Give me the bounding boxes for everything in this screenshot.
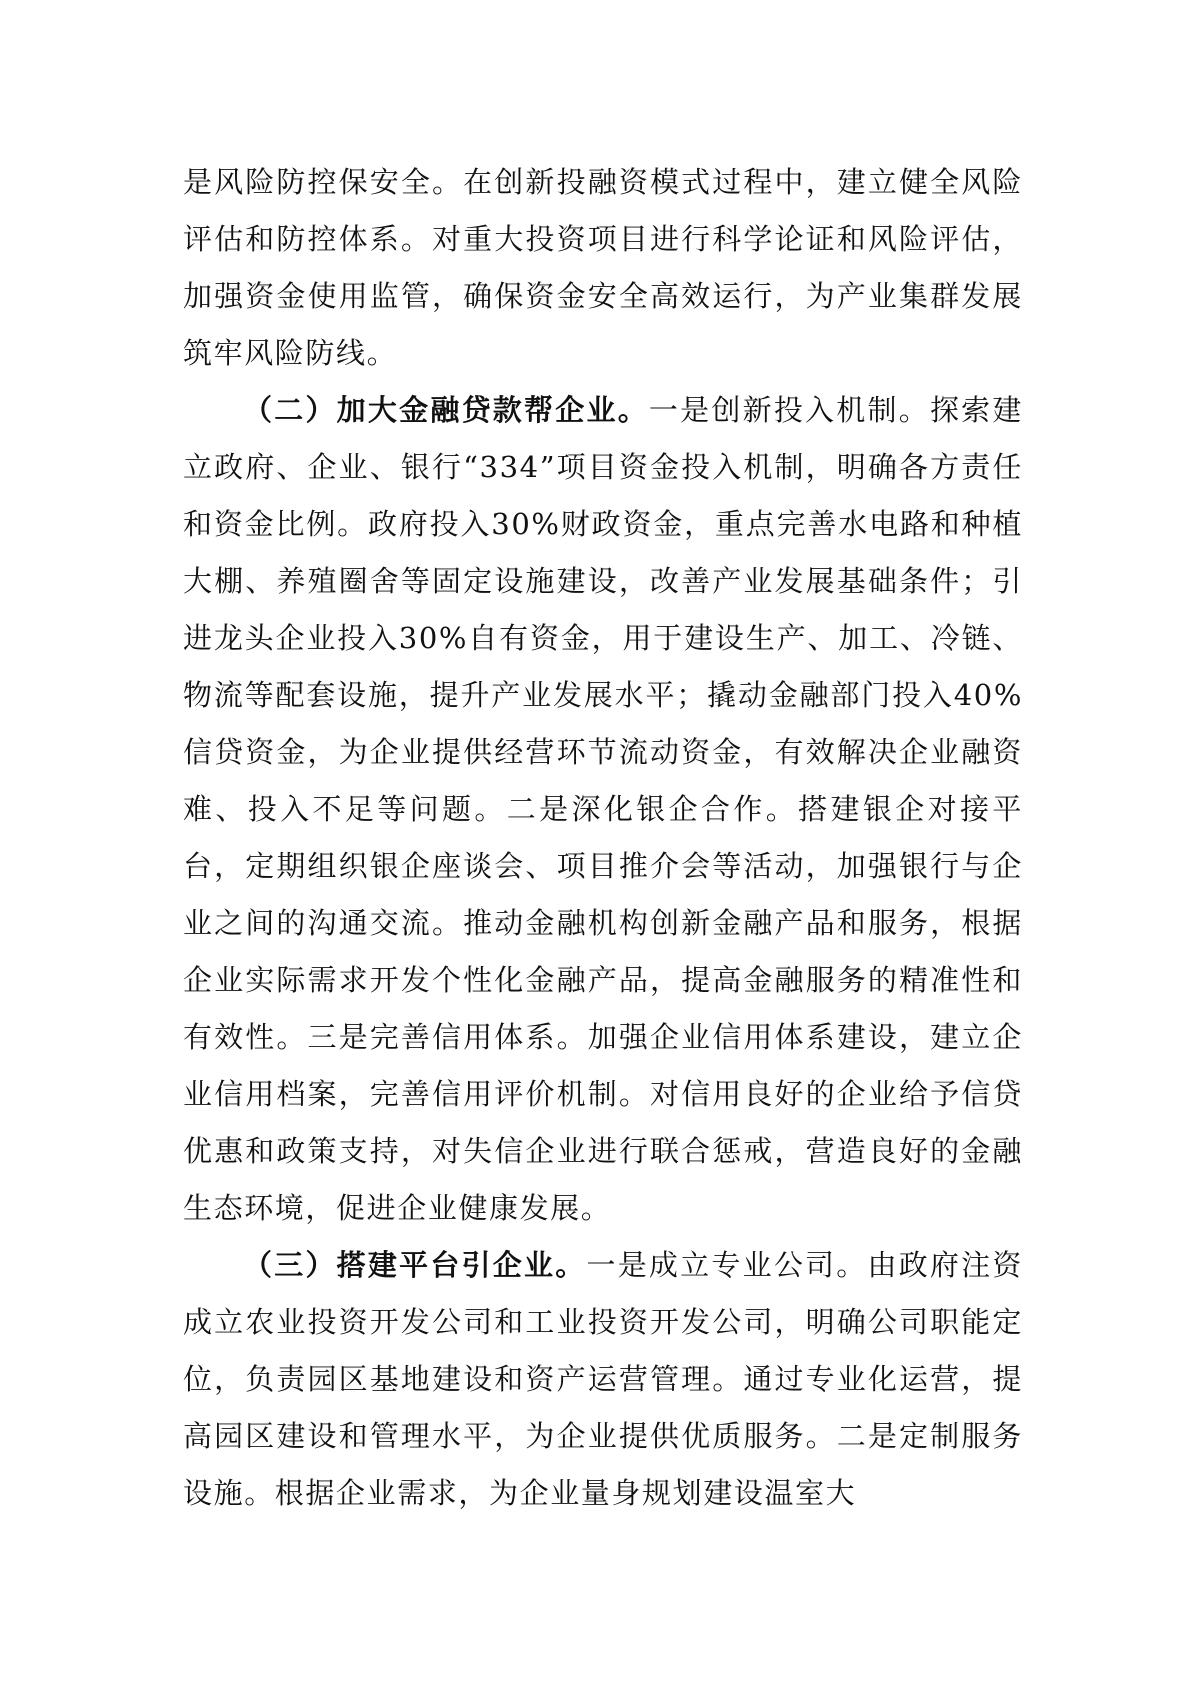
paragraph-text: 一是创新投入机制。探索建立政府、企业、银行“334”项目资金投入机制，明确各方责任和资金比例。政府投入30%财政资金，重点完善水电路和种植大棚、养殖圈舍等固定设施建设，改善产业发展基础条件；引进龙头企业投入30%自有资金，用于建设生产、加工、冷链、物流等配套设施，提升产业发展水平；撬动金融部门投入40%信贷资金，为企业提供经营环节流动资金，有效解决企业融资难、投入不足等问题。二是深化银企合作。搭建银企对接平台，定期组织银企座谈会、项目推介会等活动，加强银行与企业之间的沟通交流。推动金融机构创新金融产品和服务，根据企业实际需求开发个性化金融产品，提高金融服务的精准性和有效性。三是完善信用体系。加强企业信用体系建设，建立企业信用档案，完善信用评价机制。对信用良好的企业给予信贷优惠和政策支持，对失信企业进行联合惩戒，营造良好的金融生态环境，促进企业健康发展。 <box>183 393 1023 1225</box>
paragraph-risk-control <box>183 154 1023 382</box>
document-body <box>183 154 1023 1522</box>
paragraph-text: 是风险防控保安全。在创新投融资模式过程中，建立健全风险评估和防控体系。对重大投资项目进行科学论证和风险评估，加强资金使用监管，确保资金安全高效运行，为产业集群发展筑牢风险防线。 <box>183 165 1023 370</box>
paragraph-financial-loans <box>183 382 1023 1237</box>
paragraph-text: 一是成立专业公司。由政府注资成立农业投资开发公司和工业投资开发公司，明确公司职能定位，负责园区基地建设和资产运营管理。通过专业化运营，提高园区建设和管理水平，为企业提供优质服务。二是定制服务设施。根据企业需求，为企业量身规划建设温室大 <box>183 1248 1023 1510</box>
section-heading-3: （三）搭建平台引企业。 <box>243 1248 587 1282</box>
paragraph-build-platform <box>183 1237 1023 1522</box>
section-heading-2: （二）加大金融贷款帮企业。 <box>243 393 649 427</box>
